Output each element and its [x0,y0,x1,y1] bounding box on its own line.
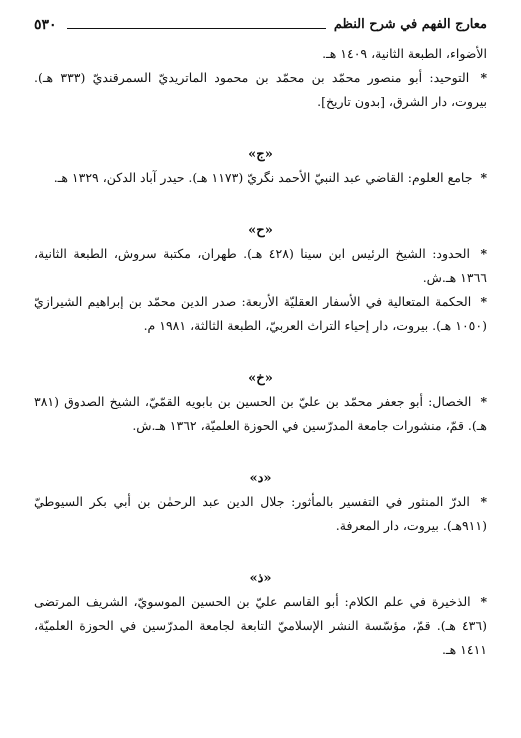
entry-text: أبو منصور محمّد بن محمّد بن محمود الماتريديّ السمرقنديّ (٣٣٣ هـ). بيروت، دار الشرق، [بدون تاريخ]. [34,70,487,109]
entry-title: الخصال: [428,394,472,409]
bibliography-entry [34,290,487,338]
entry-title: الدرّ المنثور في التفسير بالمأثور: [291,494,470,509]
section-gap [34,538,487,568]
entry-text: أبو جعفر محمّد بن عليّ بن الحسين بن بابويه القمّيّ، الشيخ الصدوق (٣٨١ هـ). قمّ، منشورات جامعة المدرّسين في الحوزة العلميّة، ١٣٦٢ هـ.ش. [34,394,487,433]
entry-text: جلال الدين عبد الرحمٰن بن أبي بكر السيوطيّ (٩١١هـ). بيروت، دار المعرفة. [34,494,487,533]
bullet-mark: * [480,594,487,609]
entry-text: الشيخ الرئيس ابن سينا (٤٢٨ هـ). طهران، مكتبة سروش، الطبعة الثانية، ١٣٦٦ هـ.ش. [34,246,487,285]
section-gap [34,190,487,220]
bibliography-entry [34,390,487,438]
section-letter: «ج» [248,147,273,162]
entry-title: الحكمة المتعالية في الأسفار العقليّة الأربعة: [241,294,472,309]
section-letter: «ذ» [249,571,272,586]
running-header [34,12,487,34]
bibliography-entry [34,242,487,290]
bibliography-entry [34,490,487,538]
entry-title: الذخيرة في علم الكلام: [344,594,471,609]
header-rule [67,28,326,29]
section-gap [34,438,487,468]
bullet-mark: * [480,294,487,309]
page-number: ٥٣٠ [34,17,57,33]
bibliography-body [34,42,487,662]
bullet-mark: * [480,494,487,509]
bullet-mark: * [480,246,487,261]
entry-title: جامع العلوم: [407,170,473,185]
section-gap [34,114,487,144]
section-letter: «د» [249,471,272,486]
bibliography-entry [34,166,487,190]
bibliography-entry [34,590,487,662]
bullet-mark: * [480,170,487,185]
section-letter: «خ» [248,371,273,386]
entry-text: أبو القاسم عليّ بن الحسين الموسويّ، الشريف المرتضى (٤٣٦ هـ). قمّ، مؤسّسة النشر الإسلاميّ التابعة لجامعة المدرّسين في الحوزة العلميّة، ١٤١١ هـ. [34,594,487,657]
section-letter: «ح» [248,223,273,238]
section-gap [34,338,487,368]
entry-title: الحدود: [432,246,470,261]
bullet-mark: * [480,70,488,85]
entry-text: صدر الدين محمّد بن إبراهيم الشيرازيّ (١٠٥٠ هـ). بيروت، دار إحياء التراث العربيّ، الطبعة الثالثة، ١٩٨١ م. [34,294,487,333]
entry-title: التوحيد: [429,70,470,85]
bibliography-entry [34,66,487,114]
continuation-line: الأضواء، الطبعة الثانية، ١٤٠٩ هـ. [322,46,487,61]
bullet-mark: * [480,394,487,409]
running-title: معارج الفهم في شرح النظم [333,17,487,32]
entry-text: القاضي عبد النبيّ الأحمد نگريّ (١١٧٣ هـ). حيدر آباد الدكن، ١٣٢٩ هـ. [53,170,404,185]
